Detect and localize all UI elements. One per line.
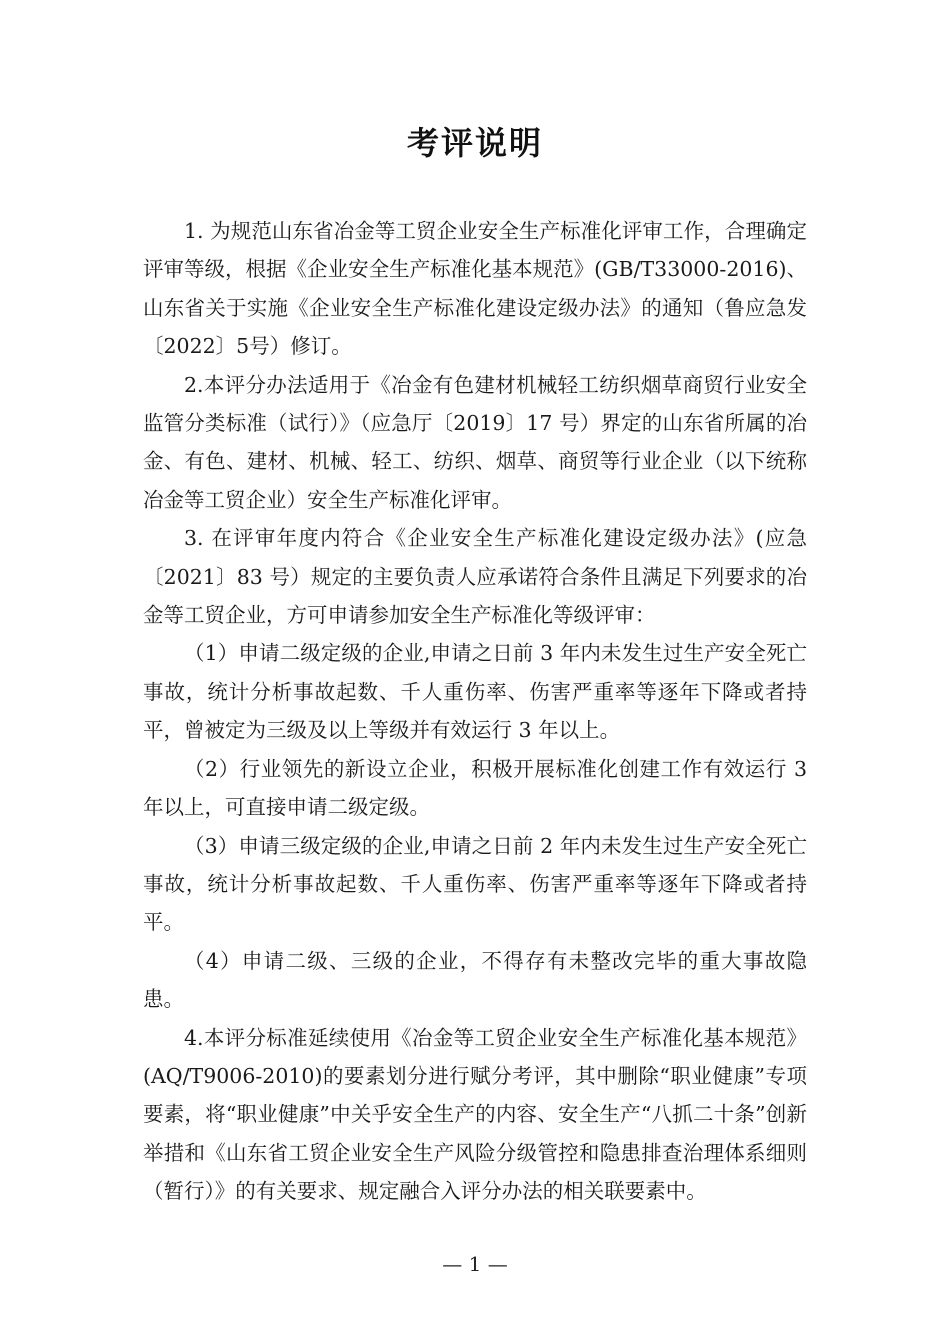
paragraph-4: 4.本评分标准延续使用《冶金等工贸企业安全生产标准化基本规范》(AQ/T9006-2010)的要素划分进行赋分考评，其中删除“职业健康”专项要素，将“职业健康”中关乎安全生产的内容、安全生产“八抓二十条”创新举措和《山东省工贸企业安全生产风险分级管控和隐患排查治理体系细则（暂行）》的有关要求、规定融合入评分办法的相关联要素中。 xyxy=(143,1025,807,1204)
paragraph-3-item-2: （2）行业领先的新设立企业，积极开展标准化创建工作有效运行 3 年以上，可直接申请二级定级。 xyxy=(143,756,807,820)
paragraph-3: 3. 在评审年度内符合《企业安全生产标准化建设定级办法》(应急〔2021〕83 号）规定的主要负责人应承诺符合条件且满足下列要求的冶金等工贸企业，方可申请参加安全生产标准化等级评审： xyxy=(143,526,807,628)
paragraph-1: 1. 为规范山东省冶金等工贸企业安全生产标准化评审工作，合理确定评审等级，根据《企业安全生产标准化基本规范》(GB/T33000-2016)、山东省关于实施《企业安全生产标准化建设定级办法》的通知（鲁应急发〔2022〕5号）修订。 xyxy=(143,219,807,359)
paragraph-3-item-3: （3）申请三级定级的企业,申请之日前 2 年内未发生过生产安全死亡事故，统计分析事故起数、千人重伤率、伤害严重率等逐年下降或者持平。 xyxy=(143,833,807,935)
paragraph-2: 2.本评分办法适用于《冶金有色建材机械轻工纺织烟草商贸行业安全监管分类标准（试行）》（应急厅〔2019〕17 号）界定的山东省所属的冶金、有色、建材、机械、轻工、纺织、烟草、商贸等行业企业（以下统称冶金等工贸企业）安全生产标准化评审。 xyxy=(143,372,807,512)
page-number: — 1 — xyxy=(442,1252,508,1276)
page-title: 考评说明 xyxy=(406,124,543,162)
paragraph-3-item-1: （1）申请二级定级的企业,申请之日前 3 年内未发生过生产安全死亡事故，统计分析事故起数、千人重伤率、伤害严重率等逐年下降或者持平，曾被定为三级及以上等级并有效运行 3 年以上。 xyxy=(143,641,807,743)
document-body xyxy=(143,212,807,1211)
paragraph-3-item-4: （4）申请二级、三级的企业，不得存有未整改完毕的重大事故隐患。 xyxy=(143,948,807,1012)
